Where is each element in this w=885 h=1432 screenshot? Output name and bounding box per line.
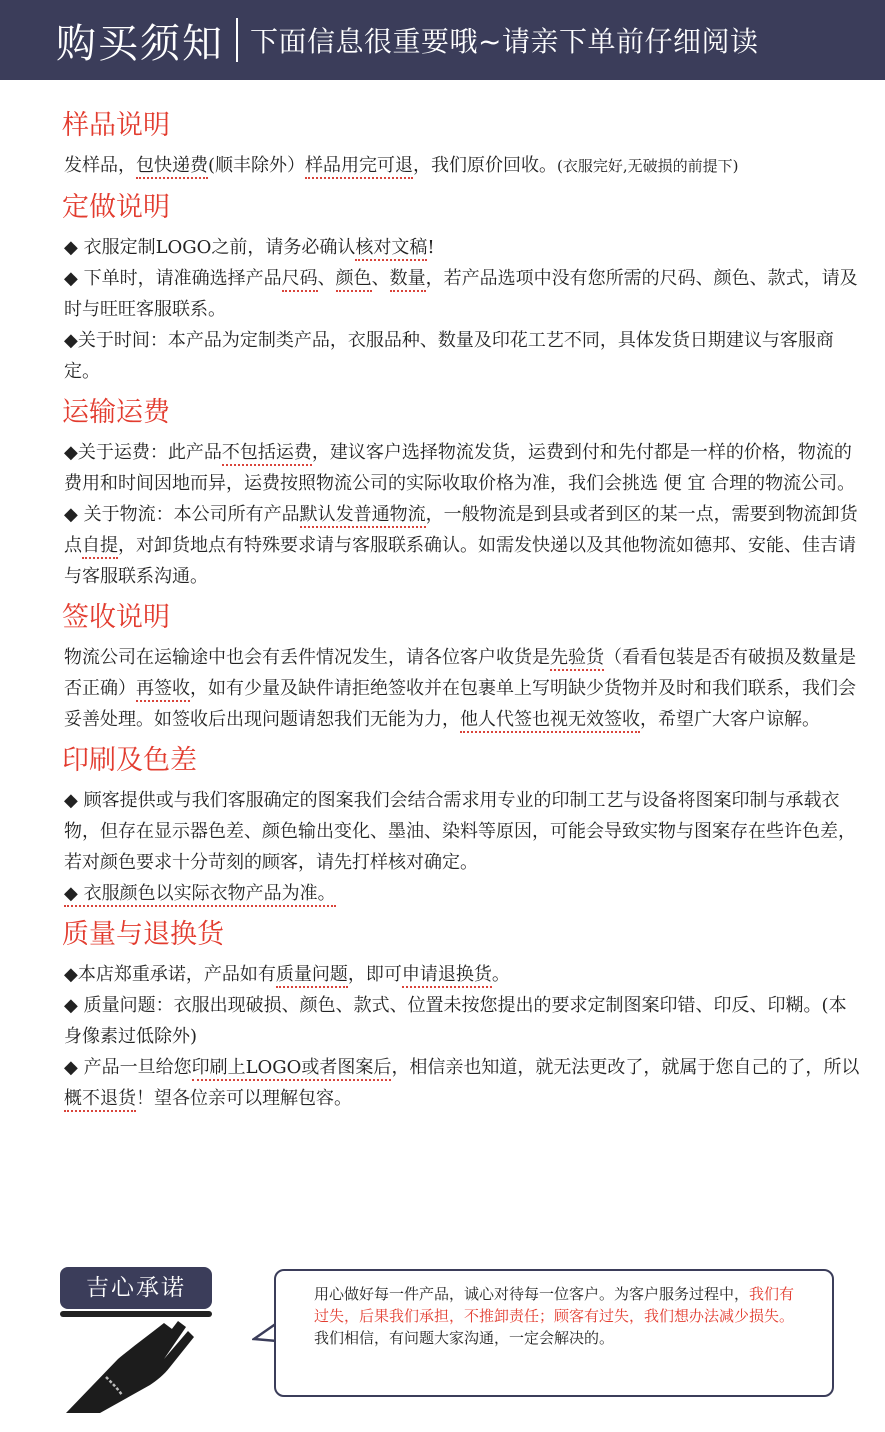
text-segment: 、 bbox=[371, 268, 390, 289]
custom-paragraph-logo bbox=[64, 232, 864, 263]
text-segment: ，一般物流是到县或者到区的某一点，需要到物流卸货点 bbox=[64, 504, 858, 556]
section-title-shipping: 运输运费 bbox=[62, 397, 170, 428]
header-title: 购买须知 bbox=[56, 20, 224, 67]
shipping-paragraph-fee bbox=[64, 437, 864, 499]
printing-paragraph-process bbox=[64, 785, 864, 878]
text-segment: ◆ 衣服定制LOGO之前，请务必确认 bbox=[64, 237, 356, 258]
section-title-custom: 定做说明 bbox=[62, 192, 170, 223]
text-segment: (顺丰除外） bbox=[208, 155, 306, 176]
highlight-segment: 先验货 bbox=[550, 647, 604, 671]
hand-icon bbox=[60, 1315, 210, 1415]
section-title-printing: 印刷及色差 bbox=[62, 745, 197, 776]
quality-paragraph-promise bbox=[64, 959, 864, 990]
highlight-segment: 样品用完可退 bbox=[305, 155, 413, 179]
text-segment: （看看包装是否有破损及数量是否正确） bbox=[64, 647, 856, 699]
text-segment: ，如有少量及缺件请拒绝签收并在包裹单上写明缺少货物并及时和我们联系，我们会妥善处理。如签收后出现问题请恕我们无能为力， bbox=[64, 678, 856, 730]
text-segment: 物流公司在运输途中也会有丢件情况发生，请各位客户收货是 bbox=[64, 647, 550, 668]
highlight-segment: 包快递费 bbox=[136, 155, 208, 179]
section-title-sample: 样品说明 bbox=[62, 110, 170, 141]
printing-paragraph-color bbox=[64, 878, 864, 909]
highlight-segment: 颜色 bbox=[336, 268, 372, 292]
text-segment: ，若产品选项中没有您所需的尺码、颜色、款式，请及时与旺旺客服联系。 bbox=[64, 268, 858, 320]
text-segment: ◆关于时间：本产品为定制类产品，衣服品种、数量及印花工艺不同，具体发货日期建议与客服商定。 bbox=[64, 330, 834, 382]
text-segment: ◆ 顾客提供或与我们客服确定的图案我们会结合需求用专业的印制工艺与设备将图案印制与承载衣物，但存在显示器色差、颜色输出变化、墨油、染料等原因，可能会导致实物与图案存在些许色差，若对颜色要求十分苛刻的顾客，请先打样核对确定。 bbox=[64, 790, 856, 873]
text-segment: ，即可 bbox=[347, 964, 402, 985]
text-segment: ◆ 下单时，请准确选择产品 bbox=[64, 268, 282, 289]
custom-paragraph-time bbox=[64, 325, 864, 387]
sample-paragraph bbox=[64, 150, 864, 182]
highlight-segment: 他人代签也视无效签收 bbox=[460, 709, 640, 733]
shipping-paragraph-logistics bbox=[64, 499, 864, 592]
text-segment: 。 bbox=[491, 964, 510, 985]
notice-content bbox=[64, 106, 864, 1114]
text-segment: ，我们原价回收。 bbox=[413, 155, 558, 176]
promise-text-segment: 用心做好每一件产品，诚心对待每一位客户。为客户服务过程中， bbox=[314, 1285, 750, 1303]
highlight-segment: 不包括运费 bbox=[222, 442, 312, 466]
highlight-segment: 核对文稿 bbox=[355, 237, 427, 261]
promise-text-highlight: 我们有过失，后果我们承担，不推卸责任；顾客有过失，我们想办法减少损失。 bbox=[314, 1285, 795, 1325]
text-segment: 、 bbox=[317, 268, 336, 289]
header-divider bbox=[236, 18, 238, 62]
header-subtitle: 下面信息很重要哦~请亲下单前仔细阅读 bbox=[250, 25, 759, 58]
promise-area bbox=[0, 1255, 885, 1432]
highlight-segment: 申请退换货 bbox=[402, 964, 492, 988]
text-segment: ，建议客户选择物流发货，运费到付和先付都是一样的价格，物流的费用和时间因地而异，运费按照物流公司的实际收取价格为准，我们会挑选 便 宜 合理的物流公司。 bbox=[64, 442, 856, 494]
text-segment: ，希望广大客户谅解。 bbox=[640, 709, 820, 730]
text-segment: ，对卸货地点有特殊要求请与客服联系确认。如需发快递以及其他物流如德邦、安能、佳吉请与客服联系沟通。 bbox=[64, 535, 856, 587]
highlight-segment: 默认发普通物流 bbox=[300, 504, 426, 528]
text-segment: ◆ 关于物流：本公司所有产品 bbox=[64, 504, 300, 525]
page-header bbox=[0, 0, 885, 80]
text-segment: ，相信亲也知道，就无法更改了，就属于您自己的了，所以 bbox=[391, 1057, 860, 1078]
highlight-segment: 数量 bbox=[390, 268, 426, 292]
highlight-segment: 尺码 bbox=[282, 268, 318, 292]
highlight-segment: 自提 bbox=[82, 535, 118, 559]
text-segment: 发样品， bbox=[64, 155, 136, 176]
promise-badge: 吉心承诺 bbox=[60, 1267, 212, 1309]
custom-paragraph-order bbox=[64, 263, 864, 325]
highlight-segment: 质量问题 bbox=[276, 964, 348, 988]
text-segment: ◆ 质量问题：衣服出现破损、颜色、款式、位置未按您提出的要求定制图案印错、印反、印糊。(本身像素过低除外) bbox=[64, 995, 847, 1047]
promise-text-segment: 我们相信，有问题大家沟通，一定会解决的。 bbox=[314, 1329, 615, 1347]
highlight-segment: 再签收 bbox=[136, 678, 190, 702]
quality-paragraph-no-return bbox=[64, 1052, 864, 1114]
text-segment: ！望各位亲可以理解包容。 bbox=[136, 1088, 352, 1109]
section-title-quality: 质量与退换货 bbox=[62, 919, 224, 950]
text-segment: ! bbox=[427, 237, 435, 258]
highlight-segment: ◆ 衣服颜色以实际衣物产品为准。 bbox=[64, 883, 336, 907]
highlight-segment: 概不退货 bbox=[64, 1088, 136, 1112]
section-title-signing: 签收说明 bbox=[62, 602, 170, 633]
signing-paragraph bbox=[64, 642, 864, 735]
text-segment: ◆ 产品一旦给您 bbox=[64, 1057, 192, 1078]
note-segment: (衣服完好,无破损的前提下) bbox=[557, 157, 739, 175]
text-segment: ◆本店郑重承诺，产品如有 bbox=[64, 964, 276, 985]
quality-paragraph-issues bbox=[64, 990, 864, 1052]
promise-text bbox=[314, 1283, 802, 1349]
text-segment: ◆关于运费：此产品 bbox=[64, 442, 222, 463]
promise-speech-bubble bbox=[274, 1269, 834, 1397]
highlight-segment: 印刷上LOGO或者图案后 bbox=[192, 1057, 392, 1081]
